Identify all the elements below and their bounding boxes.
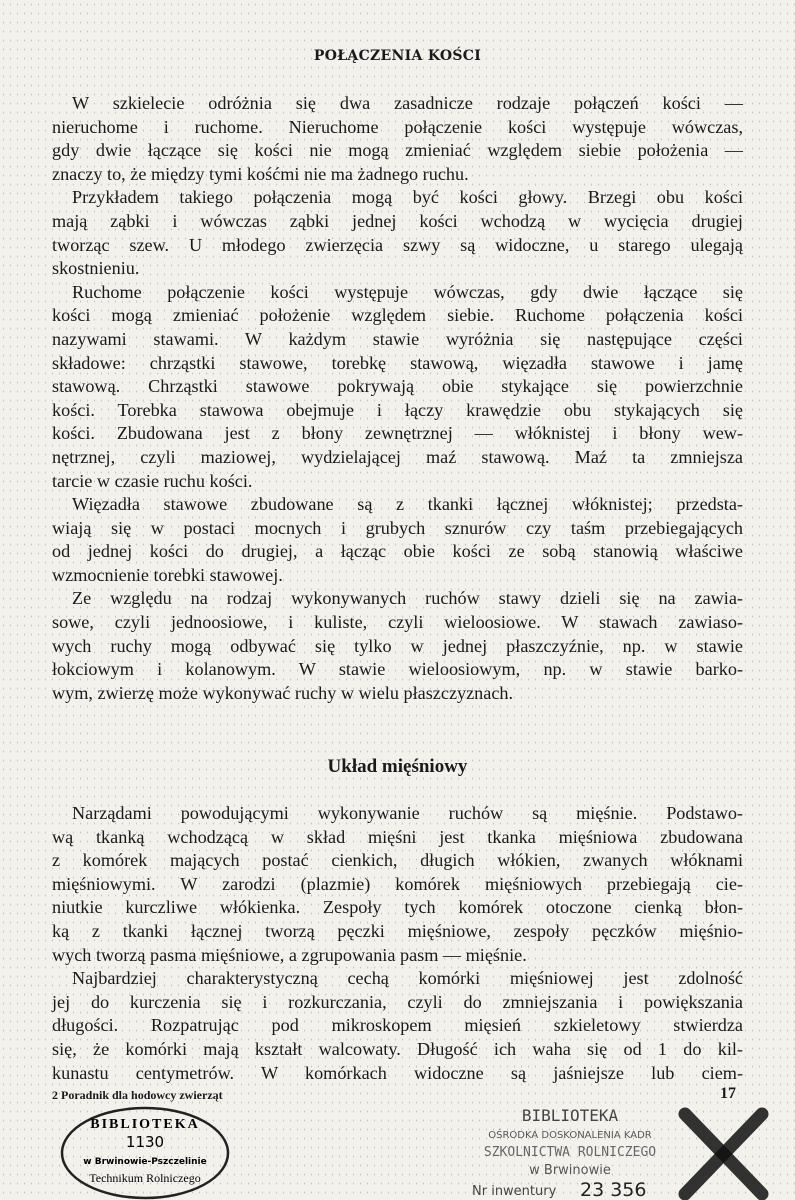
stamp-inventory-label: Nr inwentury bbox=[472, 1184, 557, 1199]
text-line: nieruchome i ruchome. Nieruchome połączenie kości występuje wówczas, bbox=[52, 116, 743, 137]
text-line: z komórek mających postać cienkich, długich włókien, zwanych włóknami bbox=[52, 850, 743, 871]
text-line: łokciowym i kolanowym. W stawie wieloosiowym, np. w stawie barko- bbox=[52, 659, 743, 680]
text-line: kości. Zbudowana jest z błony zewnętrznej — włóknistej i błony wew- bbox=[52, 423, 743, 444]
text-line: tworząc szew. U młodego zwierzęcia szwy są widoczne, u starego ulegają bbox=[52, 234, 743, 255]
text-line: sowe, czyli jednoosiowe, i kuliste, czyli wieloosiowe. W stawach zawiaso- bbox=[52, 612, 743, 633]
text-line: Ze względu na rodzaj wykonywanych ruchów stawy dzieli się na zawia- bbox=[72, 588, 743, 609]
text-line: stawową. Chrząstki stawowe pokrywają obie stykające się powierzchnie bbox=[52, 376, 743, 397]
text-line: wzmocnienie torebki stawowej. bbox=[52, 564, 283, 585]
text-line: tarcie w czasie ruchu kości. bbox=[52, 470, 253, 491]
stamp-inventory-number: 23 356 bbox=[580, 1179, 647, 1200]
stamp-bottom-text: Technikum Rolniczego bbox=[89, 1171, 201, 1185]
footer-signature: 2 Poradnik dla hodowcy zwierząt bbox=[52, 1088, 223, 1102]
library-stamp-round bbox=[60, 1106, 230, 1200]
stamp-line: BIBLIOTEKA bbox=[521, 1106, 619, 1125]
text-line: wym, zwierzę może wykonywać ruchy w wielu płaszczyznach. bbox=[52, 682, 514, 703]
text-line: kunastu centymetrów. W komórkach widoczne są jaśniejsze lub ciem- bbox=[52, 1062, 743, 1083]
text-line: Najbardziej charakterystyczną cechą komórki mięśniowej jest zdolność bbox=[72, 968, 743, 989]
stamp-line: OŚRODKA DOSKONALENIA KADR bbox=[488, 1130, 652, 1141]
text-line: długości. Rozpatrując pod mikroskopem mięsień szkieletowy stwierdza bbox=[52, 1015, 743, 1036]
text-line: znaczy to, że między tymi kośćmi nie ma żadnego ruchu. bbox=[52, 163, 469, 184]
text-line: wych ruchy mogą odbywać się tylko w jednej płaszczyźnie, np. w stawie bbox=[52, 635, 743, 656]
text-line: gdy dwie łączące się kości nie mogą zmieniać względem siebie położenia — bbox=[52, 140, 743, 161]
library-stamp-rectangular bbox=[470, 1106, 770, 1200]
page-header-title: POŁĄCZENIA KOŚCI bbox=[313, 48, 482, 64]
text-line: jej do kurczenia się i rozkurczania, czyli do zmniejszania i powiększania bbox=[52, 991, 743, 1012]
text-line: wą tkanką wchodzącą w skład mięśni jest tkanka mięśniowa zbudowana bbox=[52, 826, 743, 847]
text-line: W szkielecie odróżnia się dwa zasadnicze rodzaje połączeń kości — bbox=[72, 93, 743, 113]
text-line: skostnieniu. bbox=[52, 258, 140, 279]
text-line: wych tworzą pasma mięśniowe, a zgrupowania pasm — mięśnie. bbox=[52, 944, 527, 965]
section-heading: Układ mięśniowy bbox=[327, 756, 468, 777]
page-number: 17 bbox=[720, 1085, 736, 1102]
text-line: mają ząbki i wówczas ząbki jednej kości wchodzą w wycięcia drugiej bbox=[52, 210, 743, 231]
text-line: składowe: chrząstki stawowe, torebkę stawową, więzadła stawowe i jamę bbox=[52, 352, 743, 373]
text-line: mięśniowymi. W zarodzi (plazmie) komórek mięśniowych przebiegają cie- bbox=[52, 873, 743, 894]
text-line: się, że komórki mają kształt walcowaty. Długość ich waha się od 1 do kil- bbox=[52, 1038, 743, 1059]
text-line: kości mogą zmieniać położenie względem siebie. Ruchome połączenia kości bbox=[52, 305, 743, 326]
text-line: kości. Torebka stawowa obejmuje i łączy krawędzie obu stykających się bbox=[52, 399, 743, 420]
stamp-line: w Brwinowie bbox=[529, 1163, 611, 1178]
section-muscular-system bbox=[52, 802, 743, 1085]
text-line: Przykładem takiego połączenia mogą być kości głowy. Brzegi obu kości bbox=[72, 187, 743, 208]
text-line: Ruchome połączenie kości występuje wówczas, gdy dwie łączące się bbox=[72, 281, 743, 302]
stamp-top-text: BIBLIOTEKA bbox=[90, 1117, 200, 1132]
stamp-number: 1130 bbox=[125, 1133, 165, 1151]
text-line: Narządami powodującymi wykonywanie ruchów są mięśnie. Podstawo- bbox=[72, 803, 743, 823]
section-bone-joints bbox=[52, 92, 743, 705]
text-line: nazywami stawami. W każdym stawie wyróżnia się następujące części bbox=[52, 328, 743, 349]
text-line: wiają się w postaci mocnych i grubych sznurów czy taśm przebiegających bbox=[52, 517, 743, 538]
text-line: ką z tkanki łącznej tworzą pęczki mięśniowe, zespoły pęczków mięśnio- bbox=[52, 920, 743, 941]
stamp-middle-text: w Brwinowie-Pszczelinie bbox=[83, 1157, 207, 1167]
text-line: od jednej kości do drugiej, a łącząc obie kości ze sobą stanowią właściwe bbox=[52, 541, 743, 562]
stamp-line: SZKOLNICTWA ROLNICZEGO bbox=[483, 1145, 657, 1160]
text-line: nętrznej, czyli maziowej, wydzielającej maź stawową. Maź ta zmniejsza bbox=[52, 446, 743, 467]
text-line: niutkie kurczliwe włókienka. Zespoły tych komórek otoczone cienką błon- bbox=[52, 897, 743, 918]
text-line: Więzadła stawowe zbudowane są z tkanki łącznej włóknistej; przedsta- bbox=[72, 494, 743, 515]
